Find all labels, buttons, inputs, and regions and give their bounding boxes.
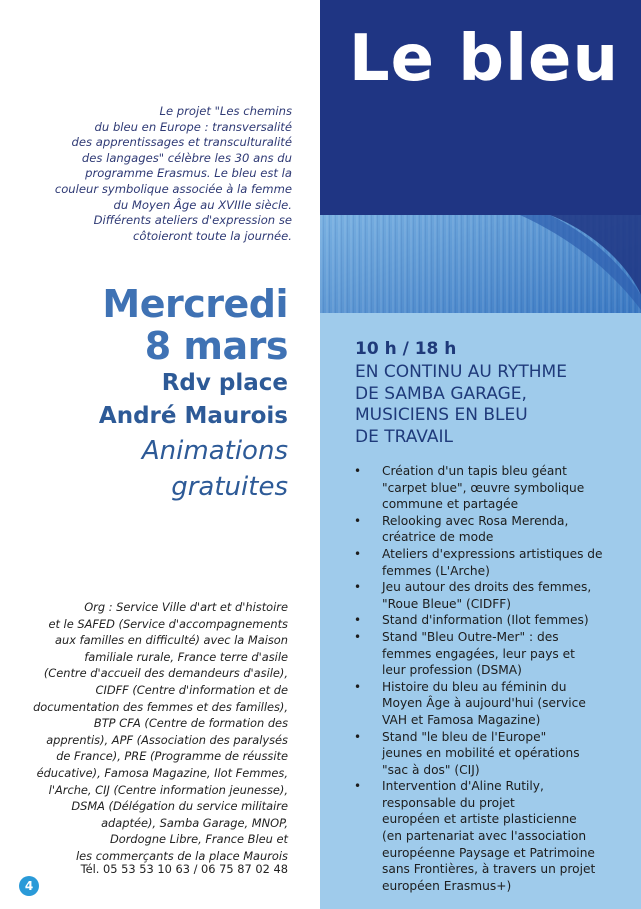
intro-line: programme Erasmus. Le bleu est la	[85, 166, 292, 181]
activities-list	[354, 463, 636, 894]
org-line: adaptée), Samba Garage, MNOP,	[101, 815, 288, 830]
activity-line: Stand d'information (Ilot femmes)	[382, 613, 589, 628]
activity-line: leur profession (DSMA)	[382, 663, 522, 678]
activity-line: Histoire du bleu au féminin du	[382, 679, 567, 694]
activity-line: Ateliers d'expressions artistiques de	[382, 546, 603, 561]
activity-item	[354, 463, 636, 513]
activity-line: "sac à dos" (CIJ)	[382, 762, 480, 777]
intro-line: Le projet "Les chemins	[159, 104, 292, 118]
bullet-icon: •	[354, 546, 362, 561]
blue-texture-graphic	[320, 215, 641, 313]
intro-line: des langages" célèbre les 30 ans du	[81, 150, 292, 165]
activity-line: Intervention d'Aline Rutily,	[382, 779, 544, 794]
org-line: apprentis), APF (Association des paralysés	[46, 732, 288, 747]
org-line: éducative), Famosa Magazine, Ilot Femmes,	[36, 765, 288, 780]
org-line: Dordogne Libre, France Bleu et	[109, 832, 288, 847]
activity-item	[354, 629, 636, 679]
bullet-icon: •	[354, 513, 362, 528]
bullet-icon: •	[354, 779, 362, 794]
org-line: (Centre d'accueil des demandeurs d'asile),	[43, 666, 288, 681]
left-column	[0, 0, 320, 909]
org-line: DSMA (Délégation du service militaire	[71, 799, 288, 814]
activity-text	[382, 679, 636, 729]
activity-line: (en partenariat avec l'association	[382, 829, 587, 844]
activity-line: européen et artiste plasticienne	[382, 812, 577, 827]
activity-item	[354, 546, 636, 579]
title-band	[320, 0, 641, 215]
org-line: l'Arche, CIJ (Centre information jeunesse),	[48, 782, 288, 797]
activity-item	[354, 579, 636, 612]
event-date: 8 mars	[144, 324, 288, 368]
activity-item	[354, 612, 636, 629]
intro-text	[22, 104, 292, 244]
blue-texture-image	[320, 215, 641, 313]
org-line: aux familles en difficulté) avec la Maison	[55, 633, 288, 648]
activity-text	[382, 778, 636, 894]
activity-line: européen Erasmus+)	[382, 878, 512, 893]
activity-line: femmes engagées, leur pays et	[382, 646, 575, 661]
intro-line: des apprentissages et transculturalité	[71, 135, 292, 150]
program-time: 10 h / 18 h	[355, 339, 457, 359]
event-place-line-2: André Maurois	[98, 403, 288, 429]
activity-line: femmes (L'Arche)	[382, 563, 490, 578]
bullet-icon: •	[354, 629, 362, 644]
activity-line: Création d'un tapis bleu géant	[382, 464, 567, 478]
activity-item	[354, 778, 636, 894]
intro-line: Différents ateliers d'expression se	[93, 213, 292, 228]
org-line: Org : Service Ville d'art et d'histoire	[84, 600, 288, 614]
bullet-icon: •	[354, 613, 362, 628]
activity-text	[382, 513, 636, 546]
headline-line: MUSICIENS EN BLEU	[355, 405, 528, 425]
activity-line: commune et partagée	[382, 497, 519, 512]
org-line: les commerçants de la place Maurois	[76, 848, 288, 863]
bullet-icon: •	[354, 580, 362, 595]
activity-text	[382, 729, 636, 779]
activity-line: Moyen Âge à aujourd'hui (service	[382, 696, 586, 711]
event-date-block	[99, 283, 288, 505]
bullet-icon: •	[354, 679, 362, 694]
org-line: de France), PRE (Programme de réussite	[56, 749, 288, 764]
intro-line: du bleu en Europe : transversalité	[94, 119, 292, 134]
activity-line: VAH et Famosa Magazine)	[382, 712, 541, 727]
activity-text	[382, 612, 636, 629]
bullet-icon: •	[354, 464, 362, 478]
activity-line: Relooking avec Rosa Merenda,	[382, 513, 569, 528]
page-title: Le bleu	[348, 22, 619, 96]
org-line: CIDFF (Centre d'information et de	[95, 682, 288, 697]
event-day: Mercredi	[102, 282, 288, 326]
activity-line: jeunes en mobilité et opérations	[382, 746, 580, 761]
intro-line: couleur symbolique associée à la femme	[54, 181, 292, 196]
page-number-badge: 4	[19, 876, 39, 896]
activity-line: "Roue Bleue" (CIDFF)	[382, 596, 512, 611]
event-place-line-1: Rdv place	[161, 370, 288, 396]
program-panel	[320, 313, 641, 909]
intro-line: côtoieront toute la journée.	[133, 228, 292, 243]
activity-line: responsable du projet	[382, 795, 515, 810]
activity-line: européenne Paysage et Patrimoine	[382, 845, 595, 860]
activity-item	[354, 679, 636, 729]
activity-line: Jeu autour des droits des femmes,	[382, 580, 592, 595]
activity-text	[382, 579, 636, 612]
activity-line: Stand "Bleu Outre-Mer" : des	[382, 629, 559, 644]
activity-line: "carpet blue", œuvre symbolique	[382, 480, 585, 495]
org-line: et le SAFED (Service d'accompagnements	[48, 616, 288, 631]
activity-text	[382, 546, 636, 579]
program-headline	[355, 362, 567, 448]
right-column	[320, 0, 641, 909]
contact-phone: Tél. 05 53 53 10 63 / 06 75 87 02 48	[80, 862, 288, 876]
activity-text	[382, 463, 636, 513]
activity-item	[354, 513, 636, 546]
animations-line-1: Animations	[141, 436, 288, 466]
activity-line: sans Frontières, à travers un projet	[382, 862, 596, 877]
org-line: documentation des femmes et des familles),	[33, 699, 288, 714]
org-line: BTP CFA (Centre de formation des	[93, 716, 288, 731]
activity-text	[382, 629, 636, 679]
bullet-icon: •	[354, 729, 362, 744]
headline-line: DE TRAVAIL	[355, 426, 453, 447]
intro-line: du Moyen Âge au XVIIIe siècle.	[113, 197, 292, 212]
activity-item	[354, 729, 636, 779]
activity-line: Stand "le bleu de l'Europe"	[382, 729, 547, 744]
org-line: familiale rurale, France terre d'asile	[84, 649, 288, 664]
activity-line: créatrice de mode	[382, 530, 494, 545]
headline-line: EN CONTINU AU RYTHME	[355, 362, 567, 382]
animations-line-2: gratuites	[171, 472, 288, 502]
organizers-text	[0, 599, 288, 865]
headline-line: DE SAMBA GARAGE,	[355, 383, 527, 404]
